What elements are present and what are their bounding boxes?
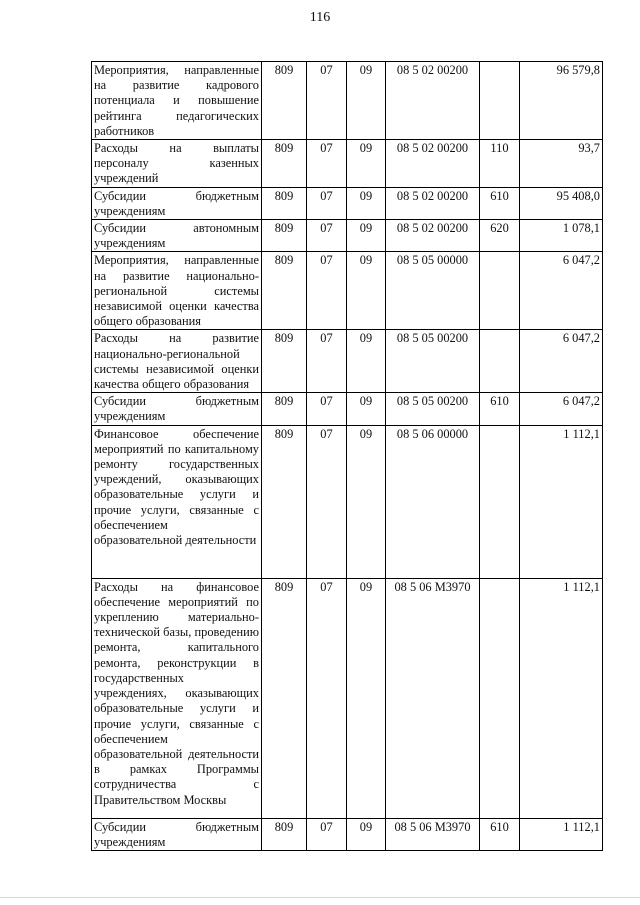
section-code: 07 bbox=[307, 818, 347, 850]
target-article-code: 08 5 05 00200 bbox=[386, 330, 480, 393]
subsection-code: 09 bbox=[347, 578, 386, 818]
expense-type-code: 610 bbox=[480, 187, 520, 219]
ministry-code: 809 bbox=[262, 220, 307, 252]
expense-name: Мероприятия, направленные на развитие национально-региональной системы независимой оценки качества общего образования bbox=[92, 252, 262, 330]
amount-value: 96 579,8 bbox=[520, 62, 603, 140]
section-code: 07 bbox=[307, 578, 347, 818]
target-article-code: 08 5 05 00200 bbox=[386, 393, 480, 425]
expense-name: Мероприятия, направленные на развитие кадрового потенциала и повышение рейтинга педагогических работников bbox=[92, 62, 262, 140]
ministry-code: 809 bbox=[262, 818, 307, 850]
expense-name: Расходы на развитие национально-региональной системы независимой оценки качества общего образования bbox=[92, 330, 262, 393]
amount-value: 1 112,1 bbox=[520, 425, 603, 578]
amount-value: 93,7 bbox=[520, 140, 603, 188]
amount-value: 1 078,1 bbox=[520, 220, 603, 252]
ministry-code: 809 bbox=[262, 578, 307, 818]
section-code: 07 bbox=[307, 187, 347, 219]
section-code: 07 bbox=[307, 252, 347, 330]
section-code: 07 bbox=[307, 425, 347, 578]
amount-value: 1 112,1 bbox=[520, 818, 603, 850]
table-row bbox=[92, 818, 603, 850]
expense-type-code: 620 bbox=[480, 220, 520, 252]
expense-name: Расходы на выплаты персоналу казенных учреждений bbox=[92, 140, 262, 188]
amount-value: 95 408,0 bbox=[520, 187, 603, 219]
ministry-code: 809 bbox=[262, 187, 307, 219]
subsection-code: 09 bbox=[347, 220, 386, 252]
expense-type-code bbox=[480, 62, 520, 140]
table-row bbox=[92, 187, 603, 219]
table-row bbox=[92, 425, 603, 578]
target-article-code: 08 5 05 00000 bbox=[386, 252, 480, 330]
subsection-code: 09 bbox=[347, 187, 386, 219]
expense-type-code bbox=[480, 425, 520, 578]
ministry-code: 809 bbox=[262, 393, 307, 425]
table-row bbox=[92, 393, 603, 425]
scan-edge-line bbox=[0, 897, 640, 898]
ministry-code: 809 bbox=[262, 330, 307, 393]
table-row bbox=[92, 140, 603, 188]
budget-table bbox=[91, 61, 603, 851]
table-row bbox=[92, 62, 603, 140]
subsection-code: 09 bbox=[347, 818, 386, 850]
table-row bbox=[92, 220, 603, 252]
subsection-code: 09 bbox=[347, 140, 386, 188]
expense-name: Финансовое обеспечение мероприятий по капитальному ремонту государственных учреждений, оказывающих образовательные услуги и прочие услуги, связанные с обеспечением образовательной деятельности bbox=[92, 425, 262, 578]
amount-value: 6 047,2 bbox=[520, 393, 603, 425]
amount-value: 6 047,2 bbox=[520, 252, 603, 330]
ministry-code: 809 bbox=[262, 252, 307, 330]
subsection-code: 09 bbox=[347, 393, 386, 425]
expense-type-code: 610 bbox=[480, 393, 520, 425]
table-row bbox=[92, 252, 603, 330]
subsection-code: 09 bbox=[347, 330, 386, 393]
section-code: 07 bbox=[307, 330, 347, 393]
amount-value: 1 112,1 bbox=[520, 578, 603, 818]
subsection-code: 09 bbox=[347, 252, 386, 330]
target-article-code: 08 5 02 00200 bbox=[386, 220, 480, 252]
section-code: 07 bbox=[307, 393, 347, 425]
expense-name: Субсидии бюджетным учреждениям bbox=[92, 818, 262, 850]
section-code: 07 bbox=[307, 220, 347, 252]
expense-name: Субсидии бюджетным учреждениям bbox=[92, 393, 262, 425]
expense-type-code bbox=[480, 578, 520, 818]
expense-name: Расходы на финансовое обеспечение мероприятий по укреплению материально-технической базы, проведению ремонта, капитального ремонта, реконструкции в государственных учреждениях, оказывающих образовательные услуги и прочие услуги, связанные с обеспечением образовательной деятельности в рамках Программы сотрудничества с Правительством Москвы bbox=[92, 578, 262, 818]
subsection-code: 09 bbox=[347, 425, 386, 578]
page-number: 116 bbox=[309, 10, 331, 25]
target-article-code: 08 5 06 М3970 bbox=[386, 818, 480, 850]
ministry-code: 809 bbox=[262, 62, 307, 140]
target-article-code: 08 5 02 00200 bbox=[386, 62, 480, 140]
ministry-code: 809 bbox=[262, 425, 307, 578]
section-code: 07 bbox=[307, 62, 347, 140]
ministry-code: 809 bbox=[262, 140, 307, 188]
expense-type-code bbox=[480, 252, 520, 330]
expense-type-code bbox=[480, 330, 520, 393]
target-article-code: 08 5 06 00000 bbox=[386, 425, 480, 578]
amount-value: 6 047,2 bbox=[520, 330, 603, 393]
expense-type-code: 610 bbox=[480, 818, 520, 850]
target-article-code: 08 5 02 00200 bbox=[386, 187, 480, 219]
expense-name: Субсидии бюджетным учреждениям bbox=[92, 187, 262, 219]
table-row bbox=[92, 330, 603, 393]
expense-name: Субсидии автономным учреждениям bbox=[92, 220, 262, 252]
target-article-code: 08 5 06 М3970 bbox=[386, 578, 480, 818]
target-article-code: 08 5 02 00200 bbox=[386, 140, 480, 188]
expense-type-code: 110 bbox=[480, 140, 520, 188]
section-code: 07 bbox=[307, 140, 347, 188]
subsection-code: 09 bbox=[347, 62, 386, 140]
table-row bbox=[92, 578, 603, 818]
